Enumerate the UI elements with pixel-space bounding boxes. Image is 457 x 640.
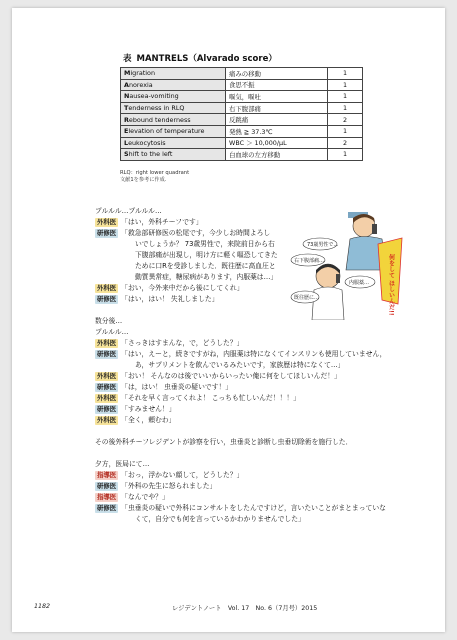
criterion-jp: 痛みの移動 [226, 68, 328, 80]
dialogue-line [95, 217, 425, 228]
dialogue-line [95, 371, 425, 382]
speech: 「おっ，浮かない顔して，どうした？」 [121, 471, 244, 479]
criterion-name: levation of temperature [128, 127, 205, 136]
speaker-badge: 研修医 [97, 350, 117, 358]
narration: プルルル… [95, 328, 129, 336]
mantrels-table [120, 67, 363, 161]
speaker-badge: 外科医 [97, 416, 117, 424]
speaker-badge: 指導医 [97, 493, 117, 501]
speech-continuation: あ，サプリメントを飲んでいるみたいです，家族歴は特になくて…」 [135, 361, 345, 369]
speaker-badge: 外科医 [97, 284, 117, 292]
criterion-jp: 白血球の左方移動 [226, 149, 328, 161]
speech: 「救急部研修医の松尾です，今少しお時間よろし [121, 229, 271, 237]
criterion-initial: L [124, 138, 129, 147]
table-row [121, 125, 363, 137]
spacer [95, 426, 425, 437]
criterion-initial: M [124, 69, 131, 78]
narration: 数分後… [95, 317, 123, 325]
shout-text: 何をして ほしいんだ!! [387, 254, 395, 316]
table-title [123, 52, 277, 64]
table-row [121, 91, 363, 103]
criterion-score: 2 [328, 114, 363, 126]
dialogue-line [95, 470, 425, 481]
criterion-jp: 嘔気，嘔吐 [226, 91, 328, 103]
dialogue-line [95, 481, 425, 492]
speech: 「外科の先生に怒られました」 [121, 482, 217, 490]
dialogue-line [95, 228, 425, 239]
speaker-badge: 研修医 [97, 383, 117, 391]
speaker-badge: 指導医 [97, 471, 117, 479]
criterion-name: ausea-vomiting [129, 92, 179, 101]
table-row [121, 149, 363, 161]
dialogue-line [95, 415, 425, 426]
criterion-initial: N [124, 92, 130, 101]
dialogue-line [95, 349, 425, 360]
dialogue [95, 206, 425, 525]
speaker-badge: 研修医 [97, 405, 117, 413]
table-row [121, 102, 363, 114]
speech: 「すみません！」 [121, 405, 176, 413]
table-title-text: MANTRELS（Alvarado score） [136, 54, 277, 64]
table-label: 表 [123, 54, 132, 64]
speech-continuation: 下腹部痛が出現し，明け方に軽く嘔恐してきた [135, 251, 278, 259]
speech: 「は，はい！ 虫垂炎の疑いです！」 [121, 383, 233, 391]
criterion-score: 1 [328, 91, 363, 103]
bubble-text: 内服薬… [349, 280, 370, 286]
dialogue-line [95, 283, 425, 294]
spacer [95, 305, 425, 316]
criterion-score: 1 [328, 79, 363, 91]
speech: 「おい，今外来中だから後にしてくれ」 [121, 284, 244, 292]
table-footnote [120, 170, 189, 184]
criterion-jp: 反跳痛 [226, 114, 328, 126]
journal-info: レジデントノート Vol. 17 No. 6（7月号）2015 [172, 605, 318, 612]
criterion-jp: 食思不振 [226, 79, 328, 91]
dialogue-line [95, 294, 425, 305]
criterion-jp: 発熱 ≧ 37.3℃ [226, 125, 328, 137]
criterion-name: igration [130, 69, 155, 78]
speech: 「それを早く言ってくれよ！ こっちも忙しいんだ！！！」 [121, 394, 300, 402]
speaker-badge: 外科医 [97, 218, 117, 226]
speech: 「はい，えーと，続きですがね，内服薬は特になくてインスリンも使用していません， [121, 350, 387, 358]
speaker-badge: 研修医 [97, 229, 117, 237]
criterion-name: eukocytosis [128, 138, 166, 147]
narration: 夕方，医局にて… [95, 460, 150, 468]
criterion-score: 1 [328, 149, 363, 161]
speech: 「なんでや？」 [121, 493, 169, 501]
speech: 「虫垂炎の疑いで外科にコンサルトをしたんですけど，言いたいことがまとまっていな [121, 504, 386, 512]
table-row [121, 79, 363, 91]
speaker-badge: 研修医 [97, 504, 117, 512]
speaker-badge: 外科医 [97, 339, 117, 347]
footnote-reference: 文献1を参考に作成. [120, 177, 167, 183]
dialogue-line [95, 338, 425, 349]
footnote-abbrev: RLQ：right lower quadrant [120, 170, 190, 176]
criterion-initial: A [124, 80, 129, 89]
speech: 「全く，頼むわ」 [121, 416, 176, 424]
bubble-text: 既往歴に… [294, 295, 320, 301]
dialogue-line [95, 393, 425, 404]
criterion-initial: E [124, 127, 129, 136]
criterion-initial: R [124, 115, 129, 124]
speech-continuation: くて，自分でも何を言っているかわかりませんでした」 [135, 515, 305, 523]
page-number: 1182 [34, 603, 51, 610]
criterion-name: ebound tenderness [128, 115, 191, 124]
bubble-text: 右下腹部痛… [294, 258, 325, 264]
speech-continuation: ために口Rを受診しました．既往歴に高血圧と [135, 262, 276, 270]
speech: 「はい，はい！ 失礼しました」 [121, 295, 219, 303]
speech: 「はい，外科チーフです」 [121, 218, 203, 226]
criterion-score: 2 [328, 137, 363, 149]
criterion-jp: 右下腹部痛 [226, 102, 328, 114]
spacer [95, 448, 425, 459]
criterion-name: norexia [128, 80, 153, 89]
criterion-score: 1 [328, 102, 363, 114]
speaker-badge: 研修医 [97, 295, 117, 303]
table-row [121, 114, 363, 126]
criterion-initial: S [124, 150, 129, 159]
narration: その後外科チーフレジデントが診察を行い，虫垂炎と診断し虫垂切除術を施行した． [95, 438, 353, 446]
speech-continuation: 動質異常症，糖尿病があります，内服薬は…」 [135, 273, 278, 281]
criterion-initial: T [124, 104, 129, 113]
dialogue-line [95, 404, 425, 415]
speech: 「おい！ そんなのは後でいいからいったい俺に何をしてほしいんだ！」 [121, 372, 341, 380]
table-row [121, 137, 363, 149]
dialogue-line [95, 492, 425, 503]
criterion-score: 1 [328, 68, 363, 80]
speech-continuation: いでしょうか？ 73歳男性で，来院前日から右 [135, 240, 275, 248]
speech: 「さっきはすまんな，で，どうした？」 [121, 339, 244, 347]
table-row [121, 68, 363, 80]
speaker-badge: 研修医 [97, 482, 117, 490]
dialogue-line [95, 503, 425, 514]
bubble-text: 73歳男性で… [307, 242, 339, 248]
speaker-badge: 外科医 [97, 372, 117, 380]
criterion-jp: WBC ＞ 10,000/μL [226, 137, 328, 149]
narration: プルルル…プルルル… [95, 207, 162, 215]
criterion-name: enderness in RLQ [128, 104, 185, 113]
dialogue-line [95, 382, 425, 393]
criterion-score: 1 [328, 125, 363, 137]
speaker-badge: 外科医 [97, 394, 117, 402]
criterion-name: hift to the left [128, 150, 173, 159]
